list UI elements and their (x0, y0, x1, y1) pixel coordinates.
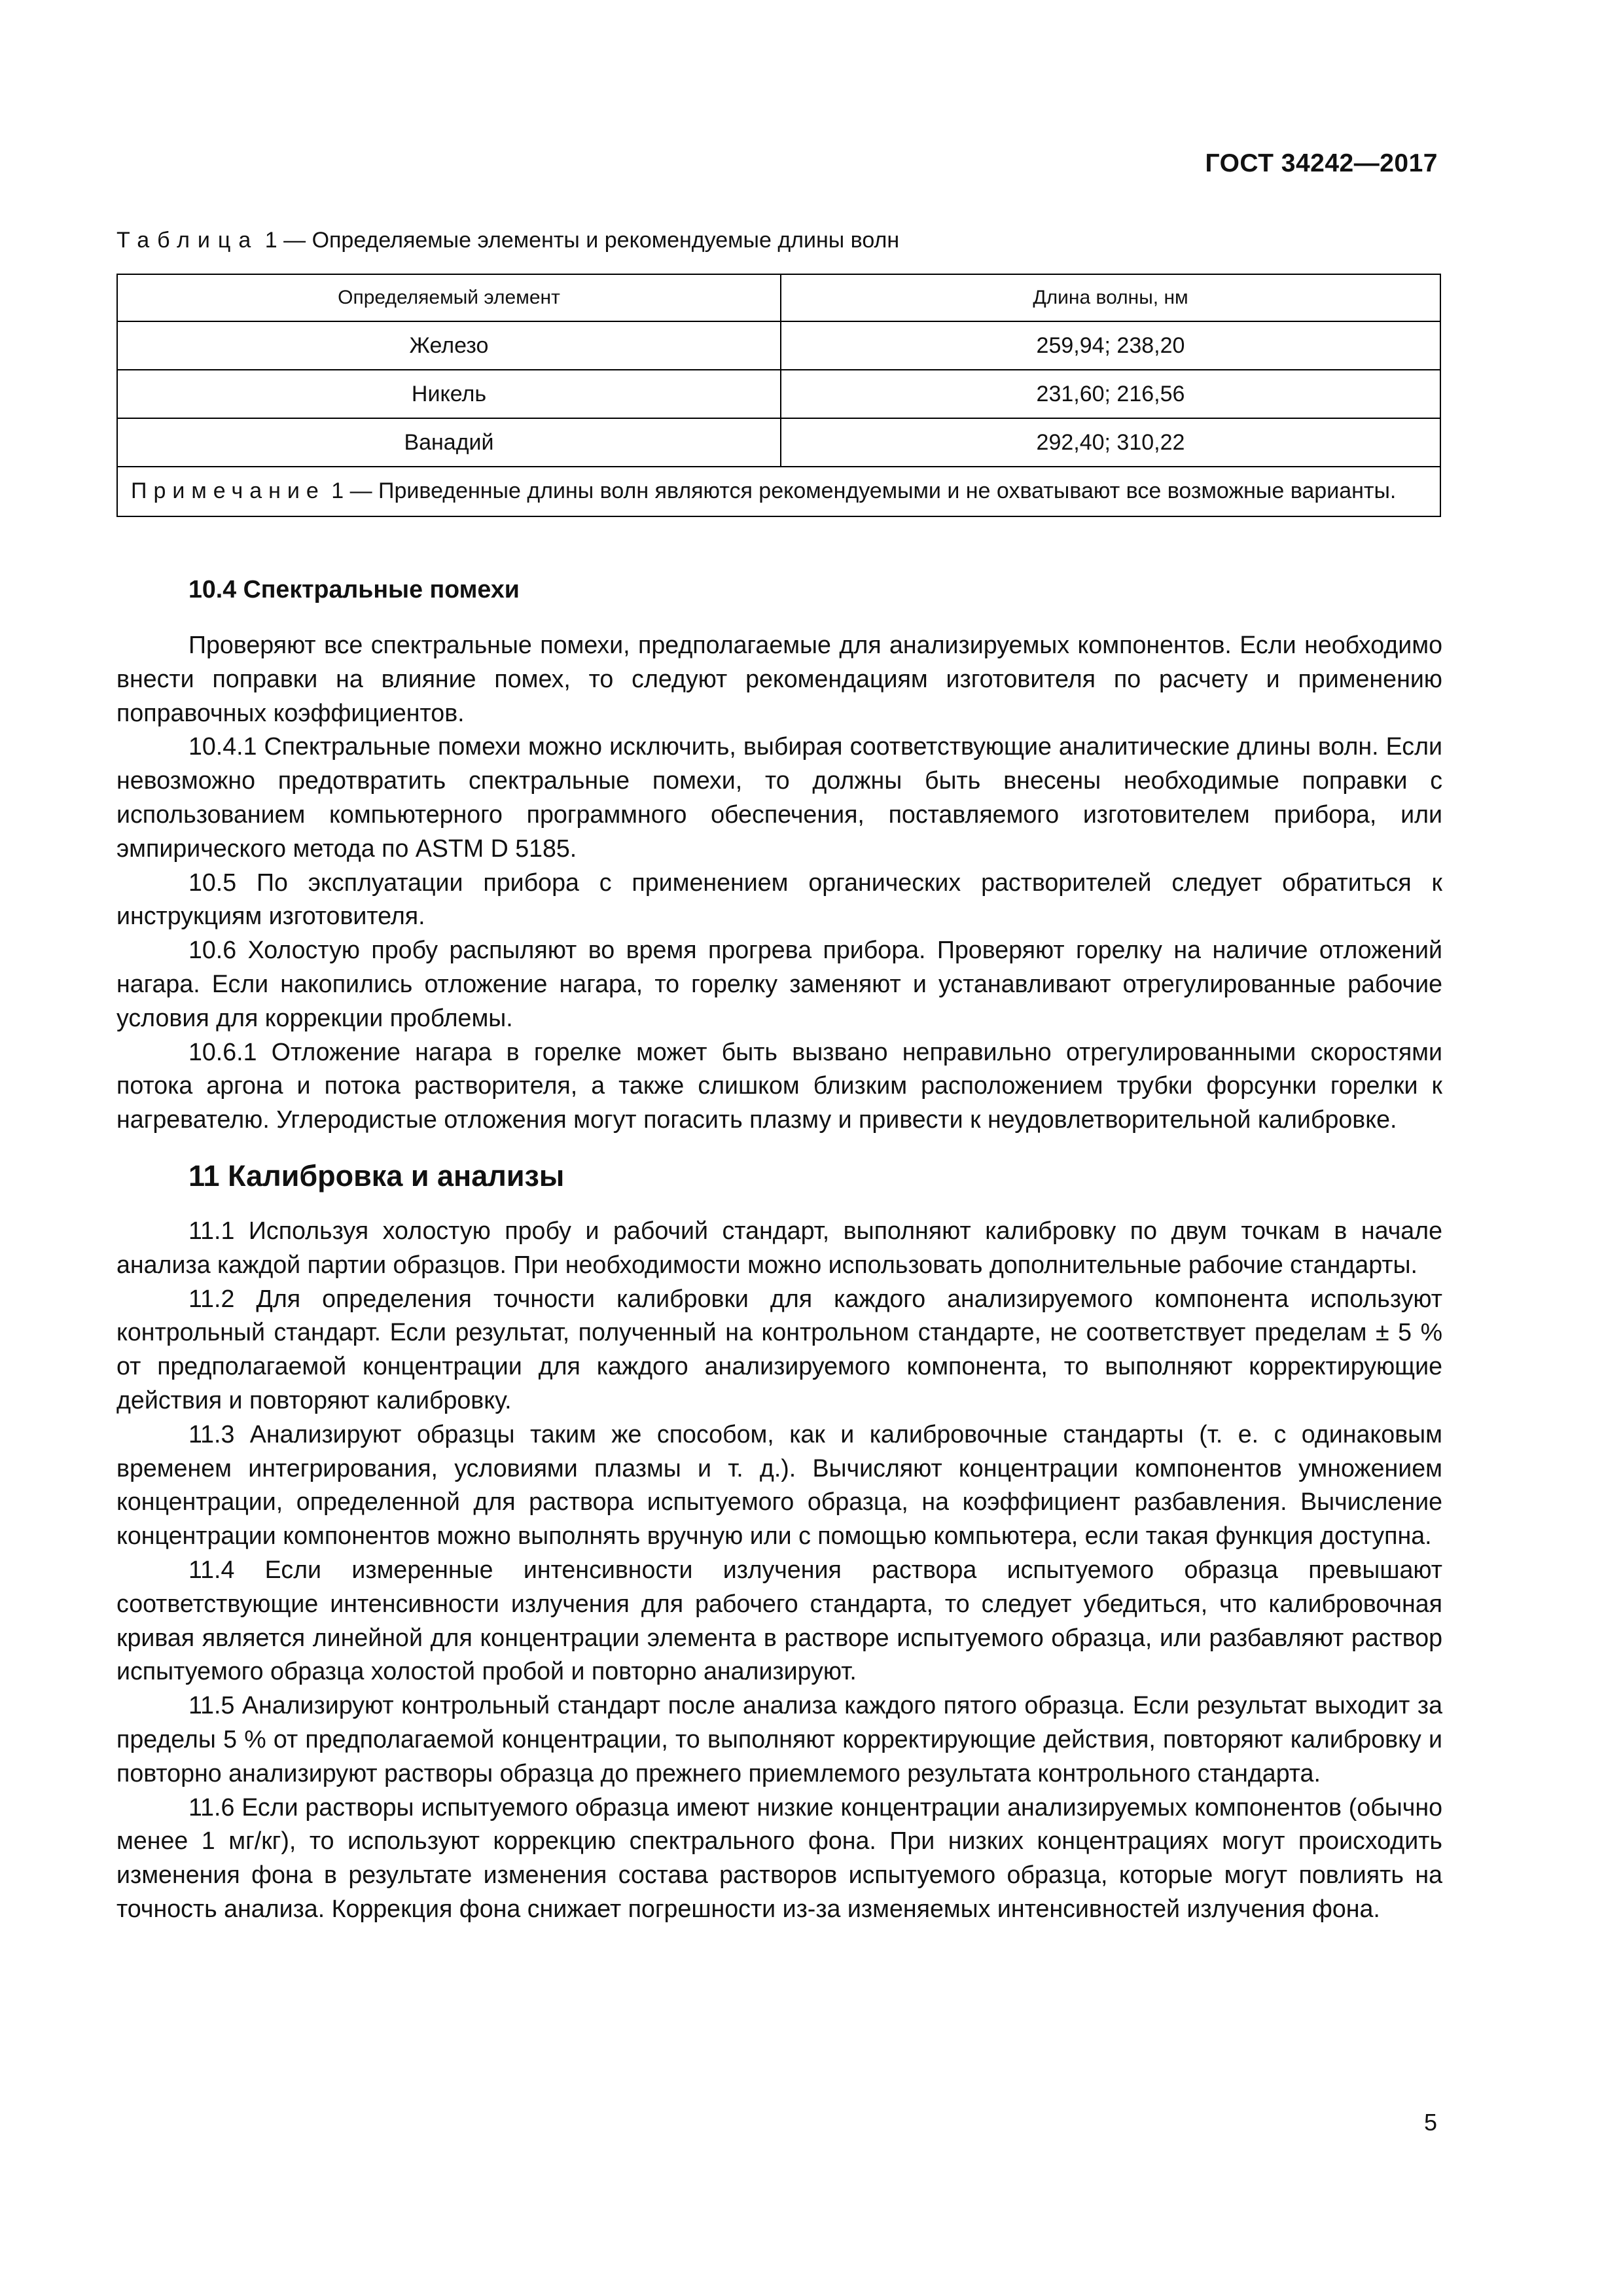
paragraph: 10.5 По эксплуатации прибора с применением органических растворителей следует обратиться к инструкциям изготовителя. (116, 868, 1442, 930)
paragraph: 10.4.1 Спектральные помехи можно исключить, выбирая соответствующие аналитические длины волн. Если невозможно предотвратить спектральные помехи, то должны быть внесены необходимые поправки с использованием компьютерного программного обеспечения, поставляемого изготовителем прибора, или эмпирического метода по ASTM D 5185. (116, 732, 1442, 862)
table-cell-wavelength: 292,40; 310,22 (781, 418, 1440, 467)
table-note-row (117, 467, 1440, 516)
paragraph: 11.4 Если измеренные интенсивности излучения раствора испытуемого образца превышают соответствующие интенсивности излучения для рабочего стандарта, то следует убедиться, что калибровочная кривая является линейной для концентрации элемента в растворе испытуемого образца, или разбавляют раствор испытуемого образца холостой пробой и повторно анализируют. (116, 1555, 1442, 1685)
paragraph: 11.2 Для определения точности калибровки для каждого анализируемого компонента используют контрольный стандарт. Если результат, полученный на контрольном стандарте, не соответствует пределам ± 5 % от предполагаемой концентрации для каждого анализируемого компонента, то выполняют корректирующие действия и повторяют калибровку. (116, 1284, 1442, 1414)
paragraph: 10.6 Холостую пробу распыляют во время прогрева прибора. Проверяют горелку на наличие отложений нагара. Если накопились отложение нагара, то горелку заменяют и устанавливают отрегулированные рабочие условия для коррекции проблемы. (116, 936, 1442, 1031)
section-heading: 11 Калибровка и анализы (188, 1158, 565, 1193)
elements-wavelength-table (116, 274, 1441, 517)
table-caption-text: 1 — Определяемые элементы и рекомендуемые длины волн (264, 228, 900, 253)
paragraph: 10.6.1 Отложение нагара в горелке может быть вызвано неправильно отрегулированными скоростями потока аргона и потока растворителя, а также слишком близким расположением трубки форсунки горелки к нагревателю. Углеродистые отложения могут погасить плазму и привести к неудовлетворительной калибровке. (116, 1037, 1442, 1134)
table-cell-wavelength: 259,94; 238,20 (781, 321, 1440, 370)
table-column-header: Определяемый элемент (117, 274, 781, 321)
table-caption (116, 228, 899, 253)
section-10-4 (116, 573, 1442, 1926)
table-row (117, 321, 1440, 370)
table-row (117, 370, 1440, 418)
paragraph: 11.1 Используя холостую пробу и рабочий стандарт, выполняют калибровку по двум точкам в начале анализа каждой партии образцов. При необходимости можно использовать дополнительные рабочие стандарты. (116, 1216, 1442, 1278)
paragraph: Проверяют все спектральные помехи, предполагаемые для анализируемых компонентов. Если необходимо внести поправки на влияние помех, то следуют рекомендациям изготовителя по расчету и применению поправочных коэффициентов. (116, 631, 1442, 726)
paragraph: 11.5 Анализируют контрольный стандарт после анализа каждого пятого образца. Если результат выходит за пределы 5 % от предполагаемой концентрации, то выполняют корректирующие действия, повторяют калибровку и повторно анализируют растворы образца до прежнего приемлемого результата контрольного стандарта. (116, 1691, 1442, 1787)
table-note (117, 467, 1440, 516)
page-number: 5 (1423, 2109, 1437, 2136)
table-note-text: 1 — Приведенные длины волн являются рекомендуемыми и не охватывают все возможные варианты. (331, 478, 1397, 503)
table-column-header: Длина волны, нм (781, 274, 1440, 321)
table-row (117, 418, 1440, 467)
table-cell-element: Железо (117, 321, 781, 370)
table-caption-label: Таблица (116, 228, 259, 253)
table-header-row (117, 274, 1440, 321)
standard-designation: ГОСТ 34242—2017 (1205, 149, 1438, 177)
section-heading: 10.4 Спектральные помехи (188, 575, 520, 603)
table-note-label: Примечание (131, 478, 325, 503)
paragraph: 11.6 Если растворы испытуемого образца имеют низкие концентрации анализируемых компонентов (обычно менее 1 мг/кг), то используют коррекцию спектрального фона. При низких концентрациях могут происходить изменения фона в результате изменения состава растворов испытуемого образца, которые могут повлиять на точность анализа. Коррекция фона снижает погрешности из-за изменяемых интенсивностей излучения фона. (116, 1793, 1442, 1922)
paragraph: 11.3 Анализируют образцы таким же способом, как и калибровочные стандарты (т. е. с одинаковым временем интегрирования, условиями плазмы и т. д.). Вычисляют концентрации компонентов умножением концентрации, определенной для раствора испытуемого образца, на коэффициент разбавления. Вычисление концентрации компонентов можно выполнять вручную или с помощью компьютера, если такая функция доступна. (116, 1420, 1442, 1550)
table-cell-element: Ванадий (117, 418, 781, 467)
table-cell-wavelength: 231,60; 216,56 (781, 370, 1440, 418)
table-cell-element: Никель (117, 370, 781, 418)
